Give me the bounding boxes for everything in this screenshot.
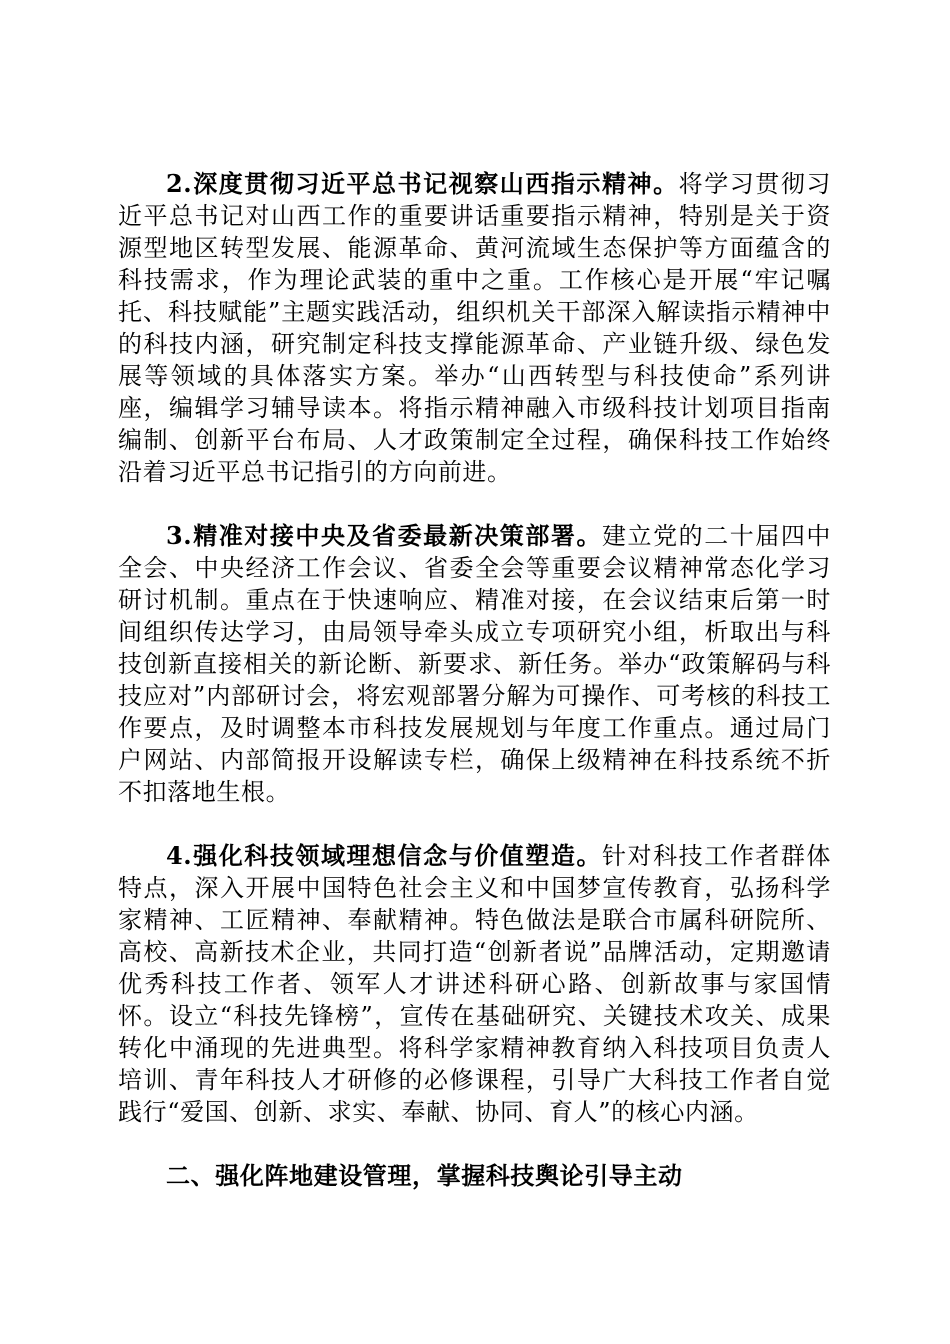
- paragraph-4-heading: 4.强化科技领域理想信念与价值塑造。: [166, 841, 602, 870]
- paragraph-4: [118, 840, 831, 1128]
- paragraph-3-text: 建立党的二十届四中全会、中央经济工作会议、省委全会等重要会议精神常态化学习研讨机制。重点在于快速响应、精准对接，在会议结束后第一时间组织传达学习，由局领导牵头成立专项研究小组，析取出与科技创新直接相关的新论断、新要求、新任务。举办“政策解码与科技应对”内部研讨会，将宏观部署分解为可操作、可考核的科技工作要点，及时调整本市科技发展规划与年度工作重点。通过局门户网站、内部简报开设解读专栏，确保上级精神在科技系统不折不扣落地生根。: [118, 522, 831, 806]
- paragraph-2-text: 将学习贯彻习近平总书记对山西工作的重要讲话重要指示精神，特别是关于资源型地区转型发展、能源革命、黄河流域生态保护等方面蕴含的科技需求，作为理论武装的重中之重。工作核心是开展“牢记嘱托、科技赋能”主题实践活动，组织机关干部深入解读指示精神中的科技内涵，研究制定科技支撑能源革命、产业链升级、绿色发展等领域的具体落实方案。举办“山西转型与科技使命”系列讲座，编辑学习辅导读本。将指示精神融入市级科技计划项目指南编制、创新平台布局、人才政策制定全过程，确保科技工作始终沿着习近平总书记指引的方向前进。: [118, 170, 831, 486]
- paragraph-4-text: 针对科技工作者群体特点，深入开展中国特色社会主义和中国梦宣传教育，弘扬科学家精神、工匠精神、奉献精神。特色做法是联合市属科研院所、高校、高新技术企业，共同打造“创新者说”品牌活动，定期邀请优秀科技工作者、领军人才讲述科研心路、创新故事与家国情怀。设立“科技先锋榜”，宣传在基础研究、关键技术攻关、成果转化中涌现的先进典型。将科学家精神教育纳入科技项目负责人培训、青年科技人才研修的必修课程，引导广大科技工作者自觉践行“爱国、创新、求实、奉献、协同、育人”的核心内涵。: [118, 842, 831, 1126]
- section-heading: 二、强化阵地建设管理，掌握科技舆论引导主动: [166, 1161, 683, 1190]
- paragraph-2: [118, 168, 831, 488]
- paragraph-3: [118, 520, 831, 808]
- document-body: [118, 168, 831, 1192]
- paragraph-2-heading: 2.深度贯彻习近平总书记视察山西指示精神。: [166, 169, 679, 198]
- paragraph-3-heading: 3.精准对接中央及省委最新决策部署。: [166, 521, 602, 550]
